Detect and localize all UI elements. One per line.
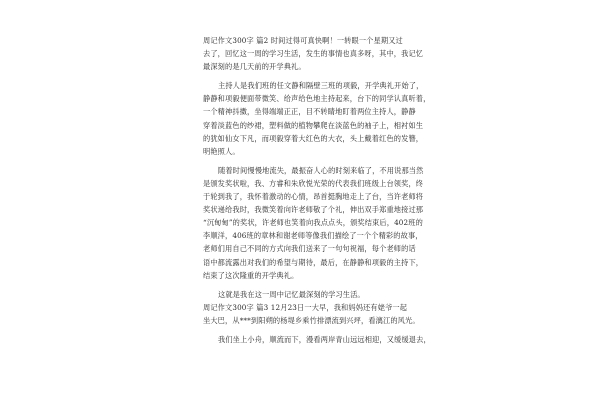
text-line: 坐大巴，从***到阳朔的杨堤乡乘竹排漂流到兴坪，看漓江的风光。 [203,315,420,325]
text-line: 主持人是我们班的任文静和隔壁三班的项毅，开学典礼开始了， [218,81,424,91]
text-line: 奖状递给我时，我微笑着向许老师敬了个礼，伸出双手郑重地接过那 [203,205,424,215]
document-page [203,34,431,346]
text-line: 随着时间慢慢地流失，最振奋人心的时刻来临了，不用说那当然 [218,165,424,175]
text-line: 老师们用自己不同的方式向我们送来了一句句祝福，每个老师的话 [203,244,416,254]
text-line: 最深刻的是几天前的开学典礼。 [203,62,306,72]
text-line: 语中都流露出对我们的希望与期待，最后，在静静和项毅的主持下， [203,257,424,267]
text-line: 于轮到我了，我怀着激动的心情，昂首挺胸地走上了台，当许老师将 [203,192,424,202]
text-line: 李顺洋，406班的章林和谢老师等像我们描绘了一个个精彩的故事， [203,231,423,241]
text-line: 一个精神抖擞，坐得端端正正，目不转睛地盯着两位主持人，静静 [203,107,416,117]
text-line: “沉甸甸”的奖状，许老师也笑着向我点点头，颁奖结束后，402班的 [203,218,423,228]
text-line: 结束了这次隆重的开学典礼。 [203,270,299,280]
text-line: 穿着淡蓝色的纱裙，塑料做的植物攀爬在淡蓝色的袖子上，相衬如生 [203,120,424,130]
text-line: 这就是我在这一周中记忆最深刻的学习生活。 [218,289,365,299]
text-line: 是颁发奖状啦，我、方睿和朱欣悦光荣的代表我们班级上台领奖，终 [203,178,424,188]
text-line: 的犹如仙女下凡，而项毅穿着大红色的大衣，头上戴着红色的发簪， [203,133,424,143]
text-line: 去了，回忆这一周的学习生活，发生的事情也真多呀，其中，我记忆 [203,49,424,59]
text-line: 静静和项毅便面带微笑、给声给色地主持起来，台下的同学认真听着， [203,94,431,104]
text-line: 明艳照人。 [203,146,240,156]
text-line: 周记作文300字 篇2 时间过得可真快啊！一转眼一个星期又过 [203,36,403,45]
text-line: 我们坐上小舟，顺流而下，漫看两岸青山远远相迎，又缓缓退去， [218,334,431,344]
text-line: 周记作文300字 篇3 12月23日一大早，我和妈妈还有姥爷一起 [203,302,408,312]
